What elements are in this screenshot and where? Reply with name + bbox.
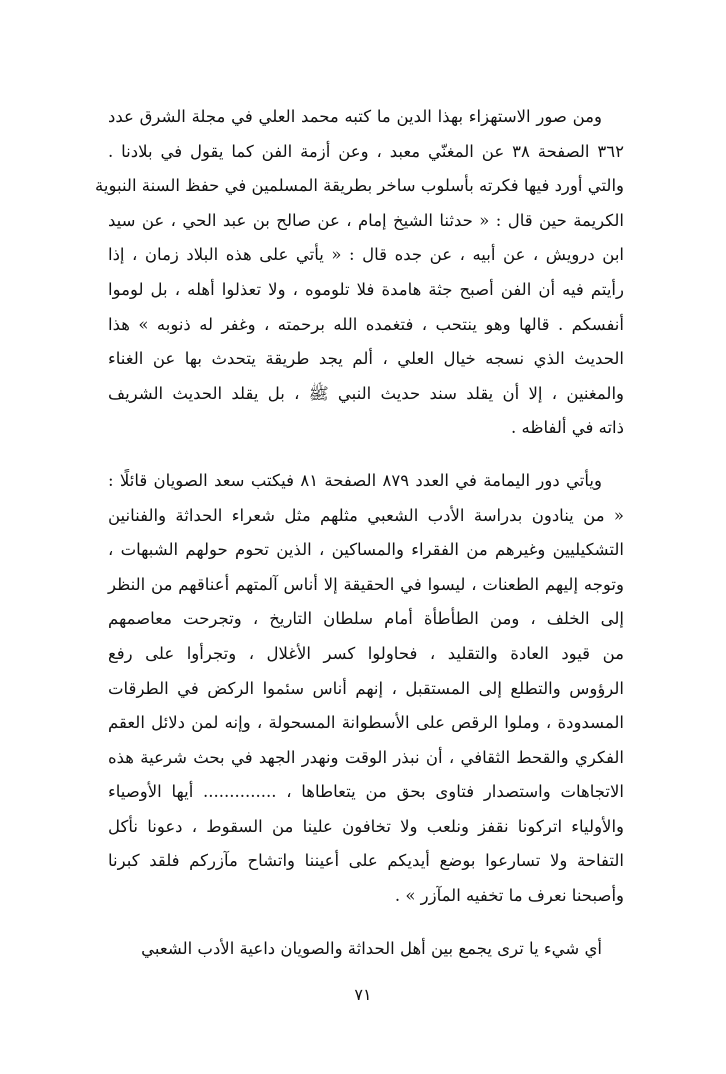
text-line: والأولياء اتركونا نقفز ونلعب ولا تخافون علينا من السقوط ، دعونا نأكل xyxy=(108,816,624,836)
text-line: الاتجاهات واستصدار فتاوى بحق من يتعاطاها ، .............. أيها الأوصياء xyxy=(108,782,624,802)
text-line: التفاحة ولا تسارعوا بوضع أيديكم على أعيننا واتشاح مآزركم فلقد كبرنا xyxy=(108,851,624,871)
text-line: ابن درويش ، عن أبيه ، عن جده قال : « يأتي على هذه البلاد زمان ، إذا xyxy=(108,245,624,265)
text-line: ويأتي دور اليمامة في العدد ٨٧٩ الصفحة ٨١ فيكتب سعد الصويان قائلًا : xyxy=(108,470,602,490)
text-line: والتي أورد فيها فكرته بأسلوب ساخر بطريقة المسلمين في حفظ السنة النبوية xyxy=(95,176,624,196)
text-line: ومن صور الاستهزاء بهذا الدين ما كتبه محمد العلي في مجلة الشرق عدد xyxy=(108,107,602,126)
text-line: المسدودة ، وملوا الرقص على الأسطوانة المسحولة ، وإنه لمن دلائل العقم xyxy=(108,713,624,733)
text-line: الفكري والقحط الثقافي ، أن نبذر الوقت ونهدر الجهد في بحث شرعية هذه xyxy=(108,747,624,767)
text-line: وتوجه إليهم الطعنات ، ليسوا في الحقيقة إلا أناس آلمتهم أعناقهم من النظر xyxy=(108,574,624,594)
paragraph-3 xyxy=(108,932,624,967)
paragraph-2 xyxy=(108,464,624,914)
text-line: أي شيء يا ترى يجمع بين أهل الحداثة والصويان داعية الأدب الشعبي xyxy=(141,938,602,958)
text-line: ٣٦٢ الصفحة ٣٨ عن المغنّي معبد ، وعن أزمة الفن كما يقول في بلادنا . xyxy=(108,141,624,161)
text-line: أنفسكم . قالها وهو ينتحب ، فتغمده الله برحمته ، وغفر له ذنوبه » هذا xyxy=(108,314,624,334)
text-line: ذاته في ألفاظه . xyxy=(511,418,624,438)
text-line: إلى الخلف ، ومن الطأطأة أمام سلطان التاريخ ، وتجرحت معاصمهم xyxy=(108,609,624,629)
text-line: الحديث الذي نسجه خيال العلي ، ألم يجد طريقة يتحدث بها عن الغناء xyxy=(108,349,624,369)
paragraph-1 xyxy=(95,100,624,446)
text-line: الرؤوس والتطلع إلى المستقبل ، إنهم أناس سئموا الركض في الطرقات xyxy=(108,678,624,698)
text-line: وأصبحنا نعرف ما تخفيه المآزر » . xyxy=(394,886,624,906)
page-number: ٧١ xyxy=(354,985,372,1004)
text-line: « من ينادون بدراسة الأدب الشعبي مثلهم مثل شعراء الحداثة والفنانين xyxy=(108,505,624,525)
text-line: رأيتم فيه أن الفن أصبح جثة هامدة فلا تلوموه ، ولا تعذلوا أهله ، بل لوموا xyxy=(108,279,624,299)
text-line: الكريمة حين قال : « حدثنا الشيخ إمام ، عن صالح بن عبد الحي ، عن سيد xyxy=(108,210,624,230)
page-body xyxy=(95,100,624,966)
text-line: من قيود العادة والتقليد ، فحاولوا كسر الأغلال ، وتجرأوا على رفع xyxy=(108,643,624,663)
text-line: والمغنين ، إلا أن يقلد سند حديث النبي ﷺ ، بل يقلد الحديث الشريف xyxy=(108,383,624,403)
text-line: التشكيليين وغيرهم من الفقراء والمساكين ، الذين تحوم حولهم الشبهات ، xyxy=(108,540,624,560)
